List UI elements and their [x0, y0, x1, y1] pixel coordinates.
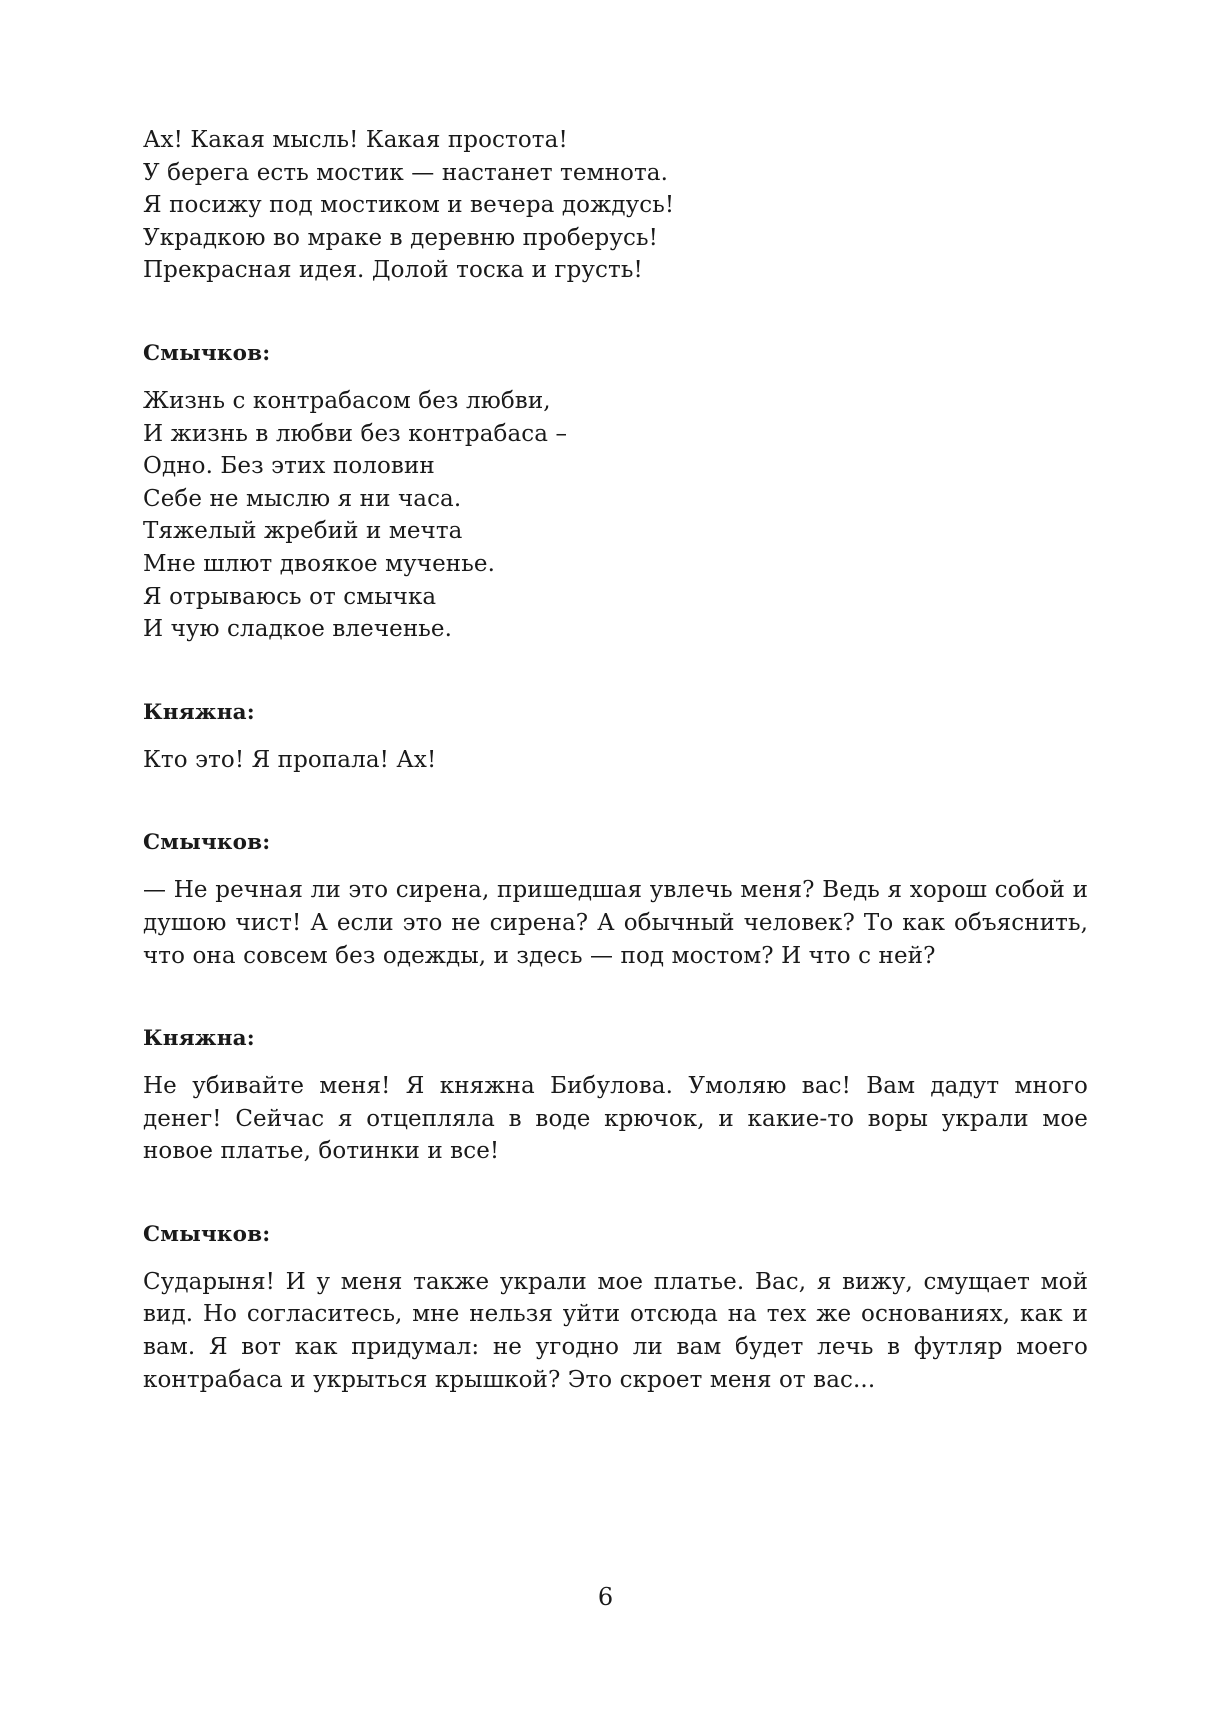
verse-line: Украдкою во мраке в деревню проберусь! [143, 224, 658, 251]
spacer [143, 858, 1088, 874]
verse-line: Одно. Без этих половин [143, 453, 435, 480]
spacer [143, 287, 1088, 339]
speaker-name: Княжна: [143, 699, 255, 725]
prose-paragraph: — Не речная ли это сирена, пришедшая увлечь меня? Ведь я хорош собой и душою чист! А если это не сирена? А обычный человек? То как объяснить, что она совсем без одежды, и здесь — под мостом? И что с ней? [143, 877, 1088, 969]
page-number: 6 [597, 1583, 614, 1611]
verse-block [143, 124, 1088, 287]
verse-line: И жизнь в любви без контрабаса – [143, 420, 568, 447]
prose-paragraph: Не убивайте меня! Я княжна Бибулова. Умоляю вас! Вам дадут много денег! Сейчас я отцепляла в воде крючок, и какие-то воры украли мое новое платье, ботинки и все! [143, 1073, 1088, 1165]
spacer [143, 1054, 1088, 1070]
verse-line: Ах! Какая мысль! Какая простота! [143, 127, 568, 153]
verse-block [143, 385, 1088, 646]
page-content [143, 124, 1088, 1396]
verse-line: Кто это! Я пропала! Ах! [143, 746, 437, 773]
verse-line: И чую сладкое влеченье. [143, 616, 453, 643]
verse-line: Жизнь с контрабасом без любви, [143, 387, 551, 414]
verse-line: Мне шлют двоякое мученье. [143, 550, 495, 577]
spacer [143, 646, 1088, 698]
spacer [143, 776, 1088, 828]
speaker-name: Смычков: [143, 1221, 271, 1247]
spacer [143, 728, 1088, 744]
verse-line: Тяжелый жребий и мечта [143, 518, 463, 545]
verse-line: Прекрасная идея. Долой тоска и грусть! [143, 257, 643, 284]
prose-paragraph: Сударыня! И у меня также украли мое платье. Вас, я вижу, смущает мой вид. Но согласитесь, мне нельзя уйти отсюда на тех же основаниях, как и вам. Я вот как придумал: не угодно ли вам будет лечь в футляр моего контрабаса и укрыться крышкой? Это скроет меня от вас... [143, 1268, 1088, 1393]
speaker-name: Княжна: [143, 1026, 255, 1052]
verse-line: Я отрываюсь от смычка [143, 583, 437, 610]
speaker-name: Смычков: [143, 340, 271, 366]
spacer [143, 1250, 1088, 1266]
spacer [143, 972, 1088, 1024]
verse-block [143, 744, 1088, 777]
verse-line: Я посижу под мостиком и вечера дождусь! [143, 192, 675, 219]
verse-line: У берега есть мостик — настанет темнота. [143, 159, 669, 186]
spacer [143, 369, 1088, 385]
spacer [143, 1168, 1088, 1220]
verse-line: Себе не мыслю я ни часа. [143, 485, 462, 512]
speaker-name: Смычков: [143, 830, 271, 856]
